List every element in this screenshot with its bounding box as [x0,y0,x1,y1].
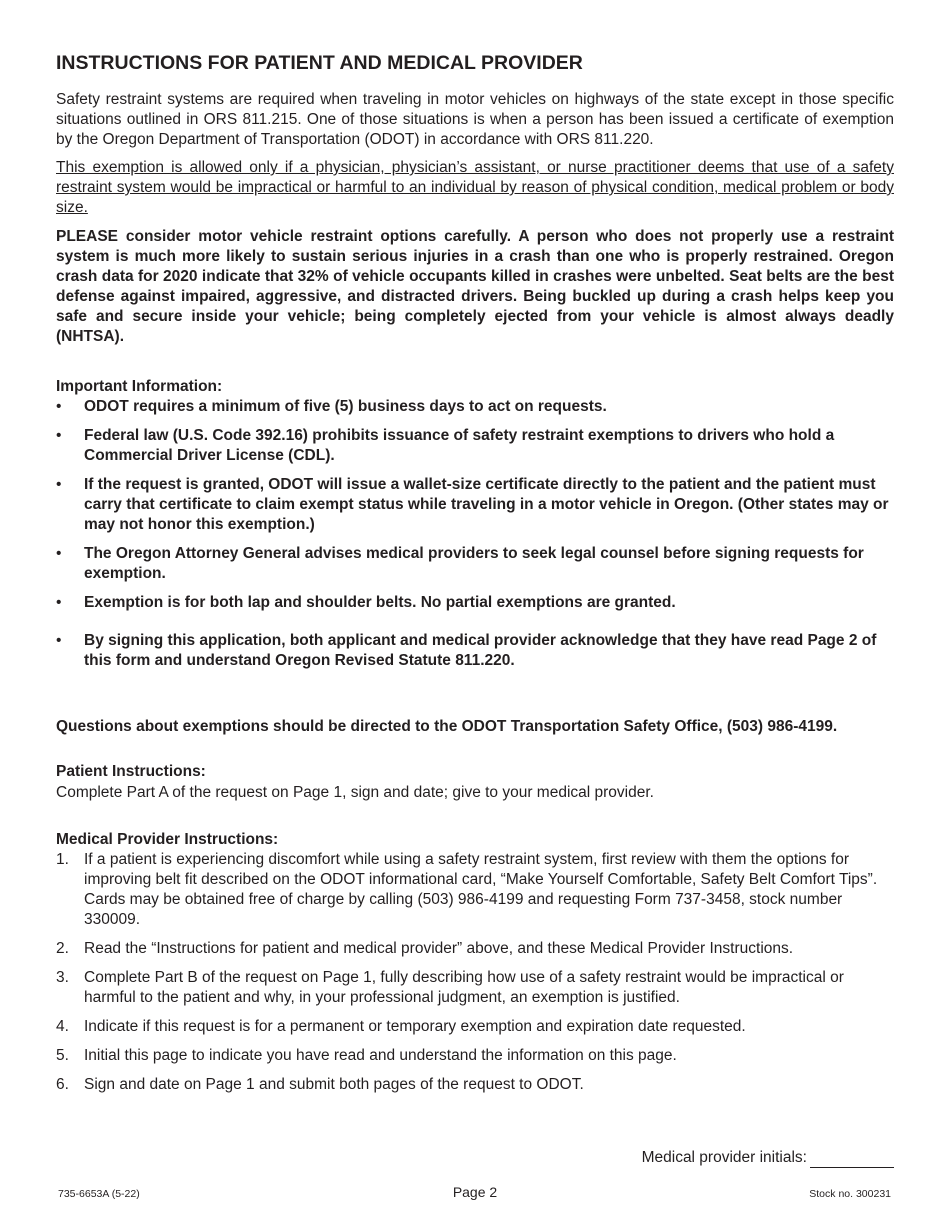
exemption-note: This exemption is allowed only if a physician, physician’s assistant, or nurse practitioner deems that use of a safety restraint system would be impractical or harmful to an individual by reason of physical condition, medical problem or body size. [56,159,894,216]
patient-heading: Patient Instructions: [56,763,206,780]
document-body [56,50,894,1104]
list-item: 2. Read the “Instructions for patient and medical provider” above, and these Medical Provider Instructions. [56,940,794,957]
stock-number: Stock no. 300231 [809,1188,891,1200]
initials-input[interactable] [810,1150,894,1168]
provider-heading: Medical Provider Instructions: [56,831,279,848]
list-item: • By signing this application, both applicant and medical provider acknowledge that they have read Page 2 of this form and understand Oregon Revised Statute 811.220. [56,632,877,669]
important-list [56,397,894,671]
list-item: • ODOT requires a minimum of five (5) business days to act on requests. [56,398,607,415]
list-item: • Exemption is for both lap and shoulder belts. No partial exemptions are granted. [56,594,676,611]
page-title: INSTRUCTIONS FOR PATIENT AND MEDICAL PROVIDER [56,52,583,74]
bullet-icon: • [56,594,62,611]
provider-initials-field [642,1148,894,1168]
patient-text: Complete Part A of the request on Page 1, sign and date; give to your medical provider. [56,784,654,801]
page-number: Page 2 [452,1184,498,1200]
important-heading: Important Information: [56,378,223,395]
list-item: • The Oregon Attorney General advises medical providers to seek legal counsel before signing requests for exemption. [56,545,864,582]
bullet-icon: • [56,632,62,649]
list-item: 1. If a patient is experiencing discomfort while using a safety restraint system, first review with them the options for improving belt fit described on the ODOT informational card, “Make Yourself Comfortable, Safety Belt Comfort Tips”. Cards may be obtained free of charge by calling (503) 986-4199 and requesting Form 737-3458, stock number 330009. [56,851,878,928]
list-item: 4. Indicate if this request is for a permanent or temporary exemption and expiration date requested. [56,1018,746,1035]
intro-paragraph: Safety restraint systems are required when traveling in motor vehicles on highways of the state except in those specific situations outlined in ORS 811.215. One of those situations is when a person has been issued a certificate of exemption by the Oregon Department of Transportation (ODOT) in accordance with ORS 811.220. [56,91,894,148]
list-item: • If the request is granted, ODOT will issue a wallet-size certificate directly to the patient and the patient must carry that certificate to claim exempt status while traveling in a motor vehicle in Oregon. (Other states may or may not honor this exemption.) [56,476,889,533]
warning-paragraph: PLEASE consider motor vehicle restraint options carefully. A person who does not properly use a restraint system is much more likely to sustain serious injuries in a crash than one who is properly restrained. Oregon crash data for 2020 indicate that 32% of vehicle occupants killed in crashes were unbelted. Seat belts are the best defense against impaired, aggressive, and distracted drivers. Being buckled up during a crash helps keep you safe and secure inside your vehicle; being completely ejected from your vehicle is almost always deadly (NHTSA). [56,228,894,345]
bullet-icon: • [56,476,62,493]
bullet-icon: • [56,398,62,415]
list-item: 3. Complete Part B of the request on Page 1, fully describing how use of a safety restraint would be impractical or harmful to the patient and why, in your professional judgment, an exemption is justified. [56,969,844,1006]
provider-steps [56,850,897,1095]
initials-label: Medical provider initials: [641,1149,807,1166]
bullet-icon: • [56,427,62,444]
list-item: 5. Initial this page to indicate you have read and understand the information on this page. [56,1047,677,1064]
bullet-icon: • [56,545,62,562]
list-item: • Federal law (U.S. Code 392.16) prohibits issuance of safety restraint exemptions to drivers who hold a Commercial Driver License (CDL). [56,427,835,464]
form-number: 735-6653A (5-22) [58,1188,140,1200]
list-item: 6. Sign and date on Page 1 and submit both pages of the request to ODOT. [56,1076,584,1093]
questions-contact: Questions about exemptions should be directed to the ODOT Transportation Safety Office, (503) 986-4199. [56,718,838,735]
